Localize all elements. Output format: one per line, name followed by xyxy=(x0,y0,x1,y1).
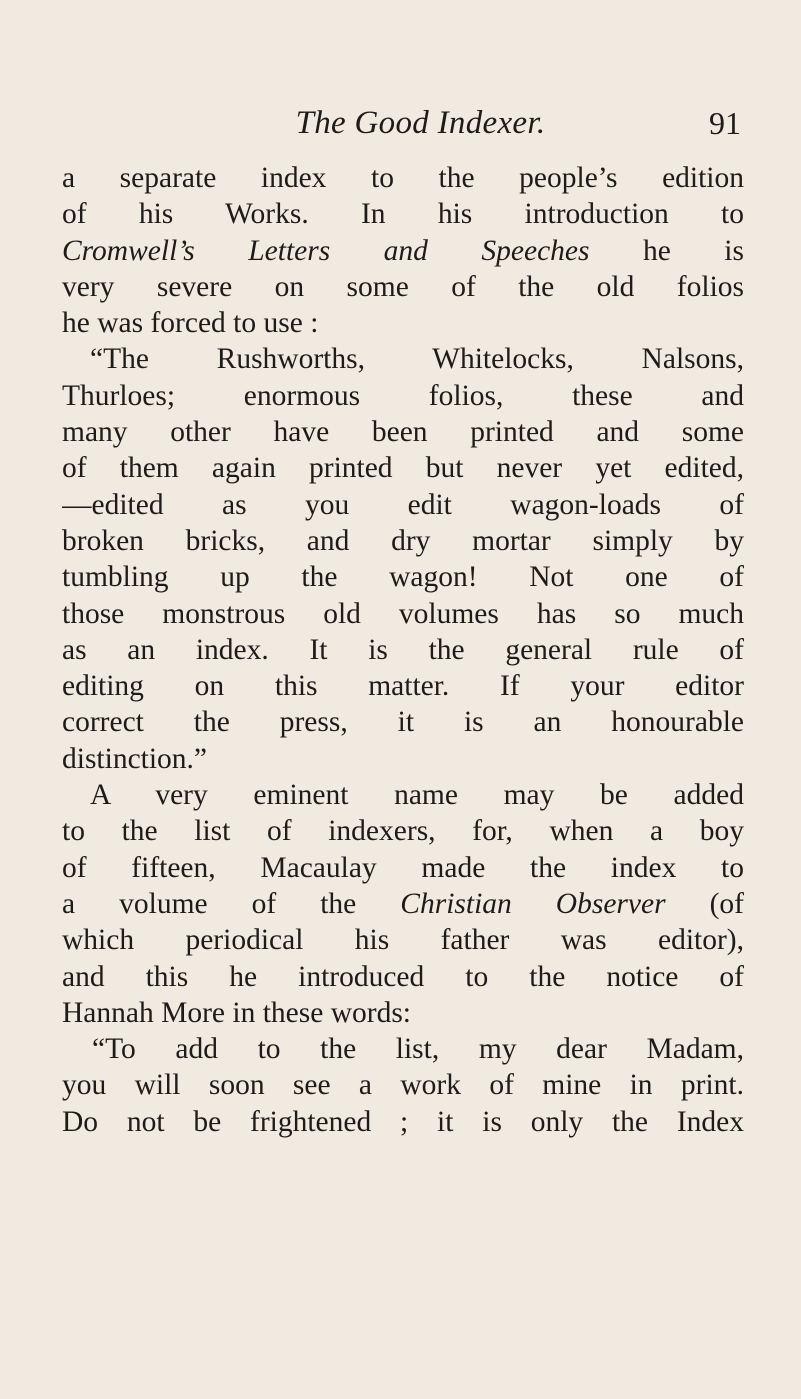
text-line: he was forced to use : xyxy=(62,307,319,340)
text-line: A very eminent name may be added xyxy=(90,779,744,812)
quote-line: as an index. It is the general rule of xyxy=(62,633,744,666)
text-line: a separate index to the people’s edition xyxy=(62,162,744,194)
quote-line: those monstrous old volumes has so much xyxy=(62,597,744,630)
quote-line: tumbling up the wagon! Not one of xyxy=(62,561,744,594)
quote-line: —edited as you edit wagon-loads of xyxy=(62,488,744,521)
quote-line: editing on this matter. If your editor xyxy=(62,670,744,703)
text-line: Hannah More in these words: xyxy=(62,996,412,1029)
text-line: of his Works. In his introduction to xyxy=(62,198,744,231)
quote-line: Thurloes; enormous folios, these and xyxy=(62,379,744,412)
text-line: very severe on some of the old folios xyxy=(62,270,744,303)
text-line: to the list of indexers, for, when a boy xyxy=(62,815,744,848)
text-line: of fifteen, Macaulay made the index to xyxy=(62,851,744,884)
body-text xyxy=(62,160,744,1140)
quote-line: “The Rushworths, Whitelocks, Nalsons, xyxy=(90,343,744,376)
italic-title-cromwell: Cromwell’s Letters and Speeches xyxy=(62,234,590,267)
text-line: and this he introduced to the notice of xyxy=(62,960,744,993)
quote-line: of them again printed but never yet edited, xyxy=(62,452,744,485)
running-head xyxy=(100,98,741,148)
page-number: 91 xyxy=(709,105,741,141)
text-line xyxy=(62,233,744,269)
quote-line: many other have been printed and some xyxy=(62,416,744,449)
text-run: a volume of the xyxy=(62,887,401,920)
quote-line: you will soon see a work of mine in print. xyxy=(62,1069,744,1102)
text-run: (of xyxy=(665,887,744,920)
text-line xyxy=(62,886,744,922)
quote-line: “To add to the list, my dear Madam, xyxy=(92,1033,744,1066)
text-run: he is xyxy=(589,234,744,267)
running-title: The Good Indexer. xyxy=(295,105,546,141)
quote-line: broken bricks, and dry mortar simply by xyxy=(62,524,744,557)
quote-line: Do not be frightened ; it is only the Index xyxy=(62,1105,744,1138)
quote-line: distinction.” xyxy=(62,742,208,775)
italic-title-christian-observer: Christian Observer xyxy=(400,887,666,920)
quote-line: correct the press, it is an honourable xyxy=(62,706,744,739)
text-line: which periodical his father was editor), xyxy=(62,924,744,957)
